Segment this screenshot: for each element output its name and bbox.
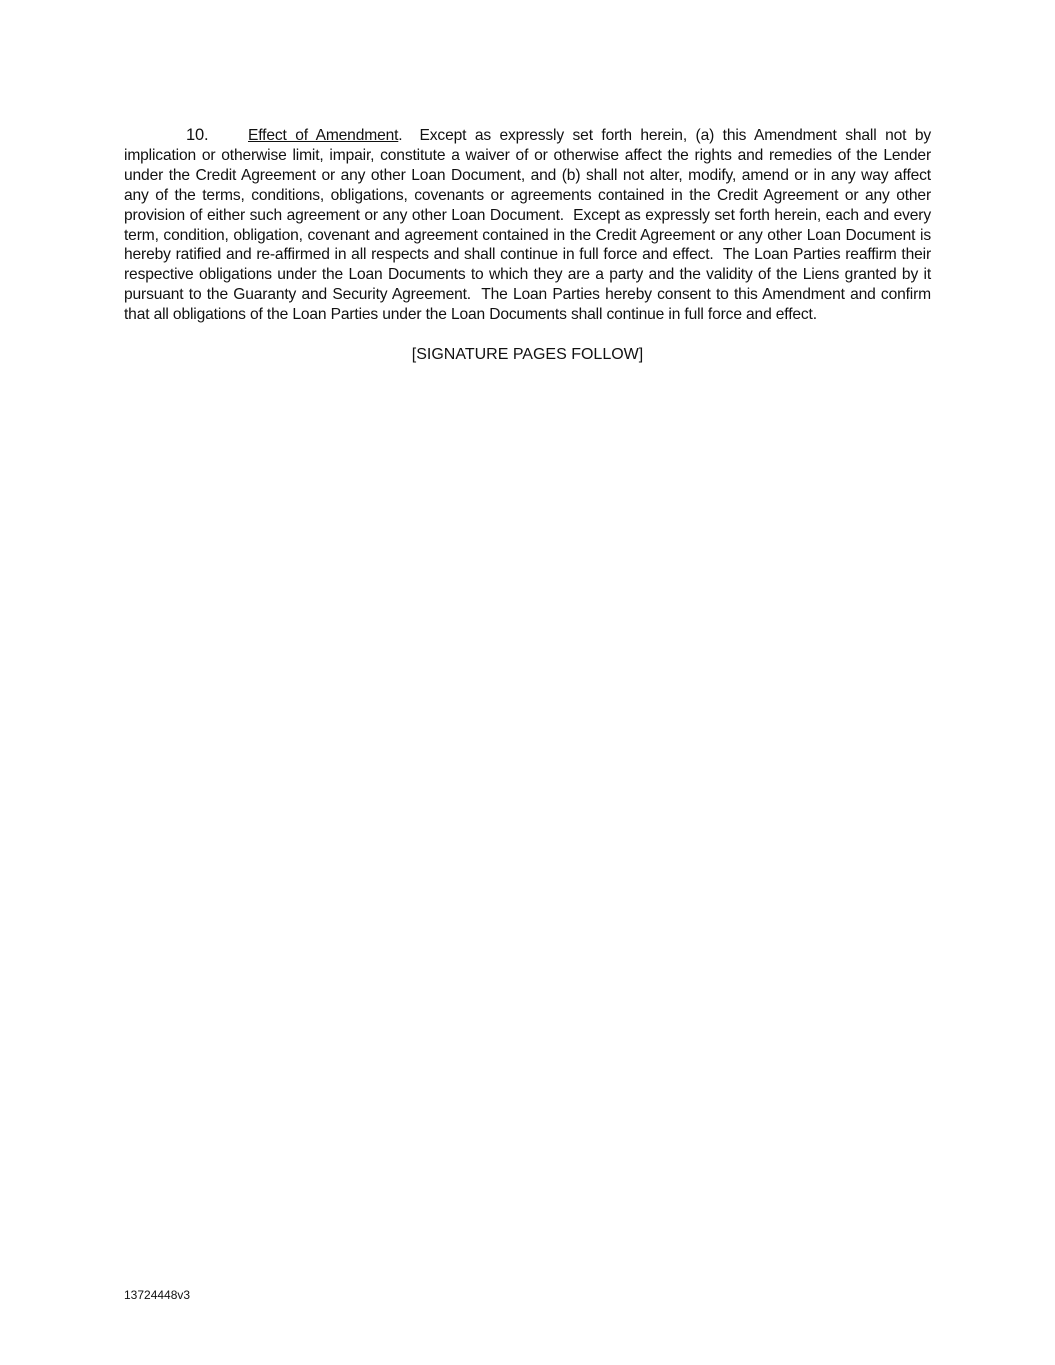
section-10-paragraph — [124, 126, 936, 325]
section-body: Except as expressly set forth herein, (a) this Amendment shall not by implication or otherwise limit, impair, constitute a waiver of or otherwise affect the rights and remedies of the Lender under the Credit Agreement or any other Loan Document, and (b) shall not alter, modify, amend or in any way affect any of the terms, conditions, obligations, covenants or agreements contained in the Credit Agreement or any other provision of either such agreement or any other Loan Document. Except as expressly set forth herein, each and every term, condition, obligation, covenant and agreement contained in the Credit Agreement or any other Loan Document is hereby ratified and re-affirmed in all respects and shall continue in full force and effect. The Loan Parties reaffirm their respective obligations under the Loan Documents to which they are a party and the validity of the Liens granted by it pursuant to the Guaranty and Security Agreement. The Loan Parties hereby consent to this Amendment and confirm that all obligations of the Loan Parties under the Loan Documents shall continue in full force and effect. — [124, 127, 936, 324]
document-id-footer: 13724448v3 — [124, 1288, 191, 1302]
section-heading-punctuation: . — [398, 127, 403, 144]
signature-pages-note: [SIGNATURE PAGES FOLLOW] — [411, 346, 644, 363]
section-number: 10. — [186, 126, 209, 144]
section-heading: Effect of Amendment — [248, 127, 399, 144]
